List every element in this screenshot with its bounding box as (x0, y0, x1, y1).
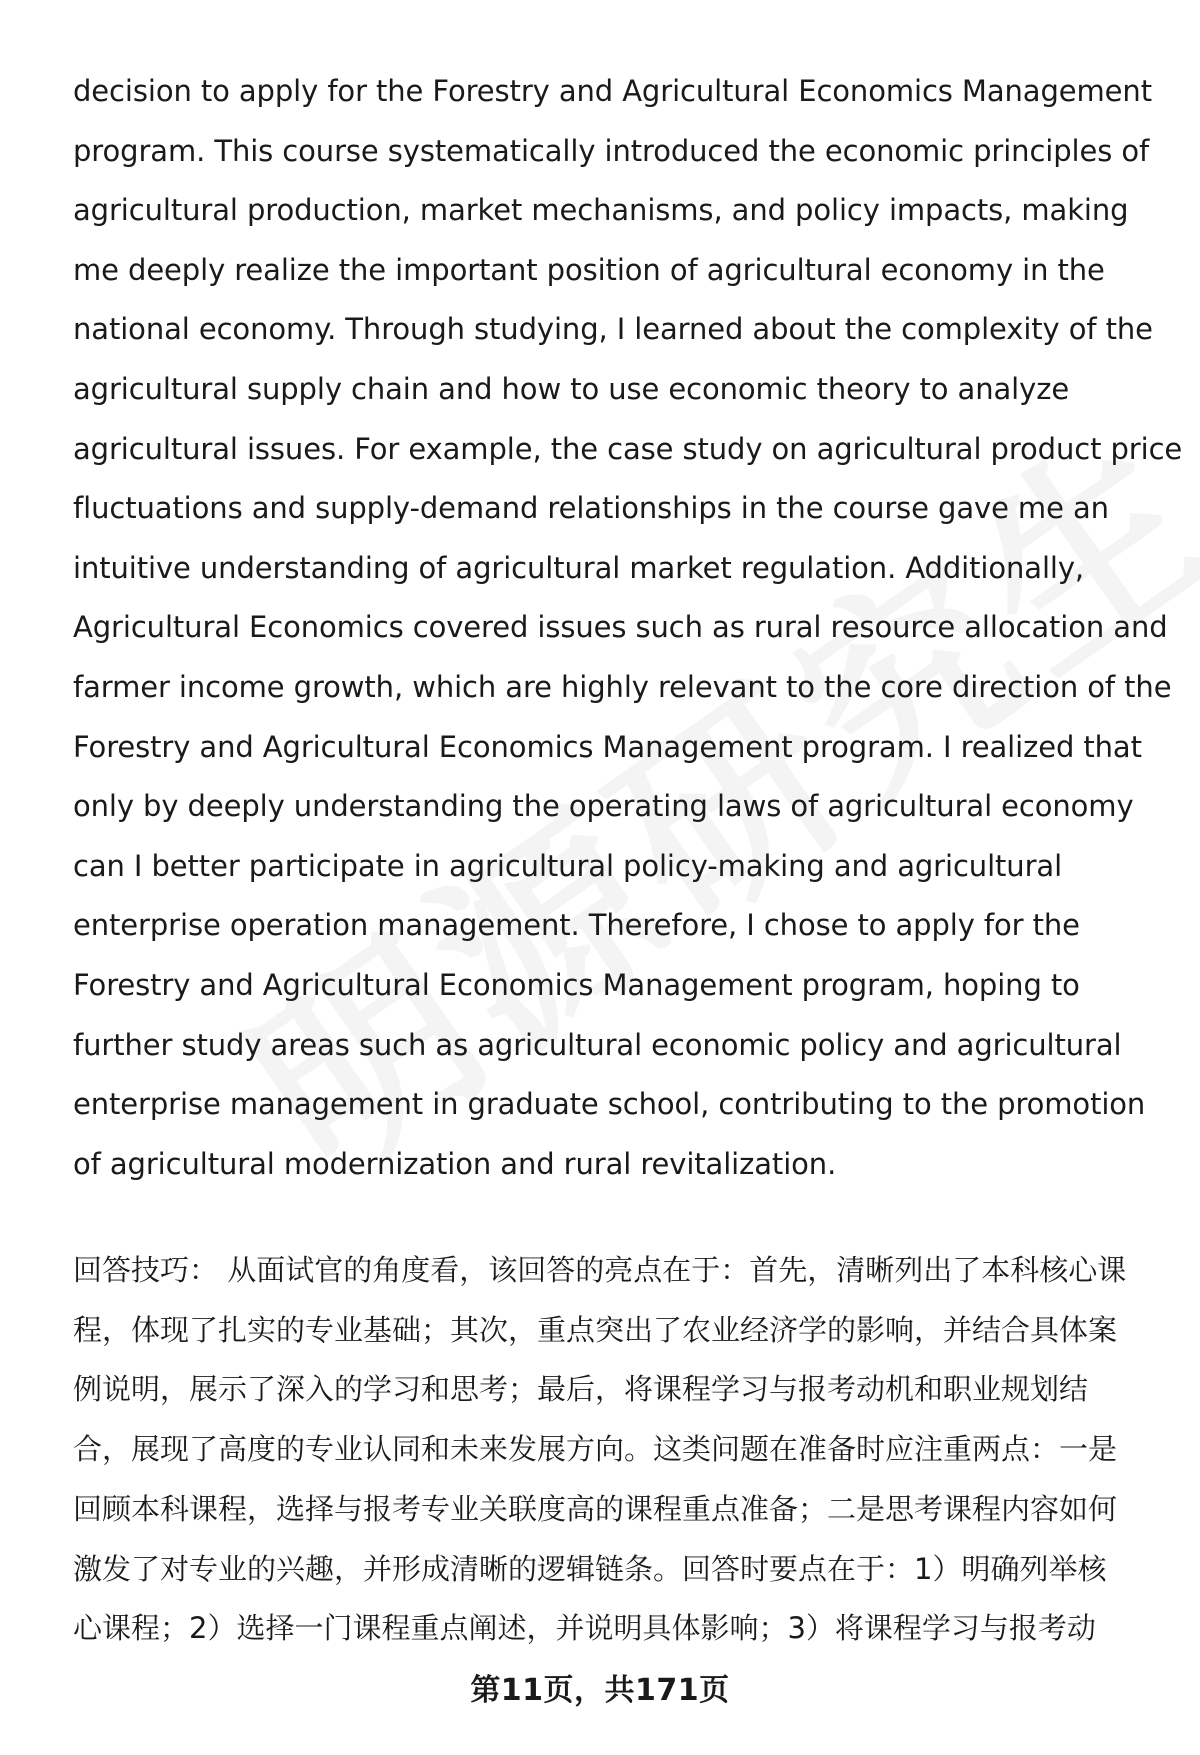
text-line: decision to apply for the Forestry and Agricultural Economics Management (73, 74, 1152, 108)
english-answer-paragraph (73, 62, 1183, 1194)
text-line: of agricultural modernization and rural revitalization. (73, 1146, 837, 1181)
text-line: Forestry and Agricultural Economics Management program, hoping to (73, 967, 1080, 1002)
text-line: 心课程；2）选择一门课程重点阐述，并说明具体影响；3）将课程学习与报考动 (73, 1611, 1096, 1646)
page-number-footer: 第11页，共171页 (470, 1673, 730, 1708)
text-line: program. This course systematically introduced the economic principles of (73, 133, 1150, 168)
text-line: agricultural production, market mechanisms, and policy impacts, making (73, 193, 1129, 228)
text-line: 程，体现了扎实的专业基础；其次，重点突出了农业经济学的影响，并结合具体案 (73, 1312, 1118, 1347)
text-line: Forestry and Agricultural Economics Management program. I realized that (73, 729, 1142, 764)
text-line: agricultural supply chain and how to use economic theory to analyze (73, 371, 1070, 406)
text-line: enterprise operation management. Therefore, I chose to apply for the (73, 908, 1080, 943)
text-line: 激发了对专业的兴趣，并形成清晰的逻辑链条。回答时要点在于：1）明确列举核 (73, 1551, 1107, 1586)
text-line: only by deeply understanding the operating laws of agricultural economy (73, 789, 1134, 824)
answer-tips-paragraph (73, 1241, 1163, 1659)
text-line: me deeply realize the important position of agricultural economy in the (73, 252, 1105, 287)
text-line: 合，展现了高度的专业认同和未来发展方向。这类问题在准备时应注重两点：一是 (73, 1432, 1118, 1467)
text-line: farmer income growth, which are highly relevant to the core direction of the (73, 669, 1172, 704)
text-line: 回顾本科课程，选择与报考专业关联度高的课程重点准备；二是思考课程内容如何 (73, 1491, 1118, 1526)
text-line: fluctuations and supply-demand relationships in the course gave me an (73, 491, 1109, 526)
text-line: can I better participate in agricultural policy-making and agricultural (73, 848, 1063, 883)
text-line: Agricultural Economics covered issues such as rural resource allocation and (73, 610, 1168, 645)
text-line: 回答技巧： 从面试官的角度看，该回答的亮点在于：首先，清晰列出了本科核心课 (73, 1253, 1127, 1287)
text-line: agricultural issues. For example, the case study on agricultural product price (73, 431, 1183, 466)
text-line: enterprise management in graduate school, contributing to the promotion (73, 1087, 1146, 1122)
text-line: national economy. Through studying, I learned about the complexity of the (73, 312, 1153, 347)
text-line: intuitive understanding of agricultural market regulation. Additionally, (73, 550, 1085, 585)
text-line: 例说明，展示了深入的学习和思考；最后，将课程学习与报考动机和职业规划结 (73, 1372, 1089, 1407)
text-line: further study areas such as agricultural economic policy and agricultural (73, 1027, 1122, 1062)
